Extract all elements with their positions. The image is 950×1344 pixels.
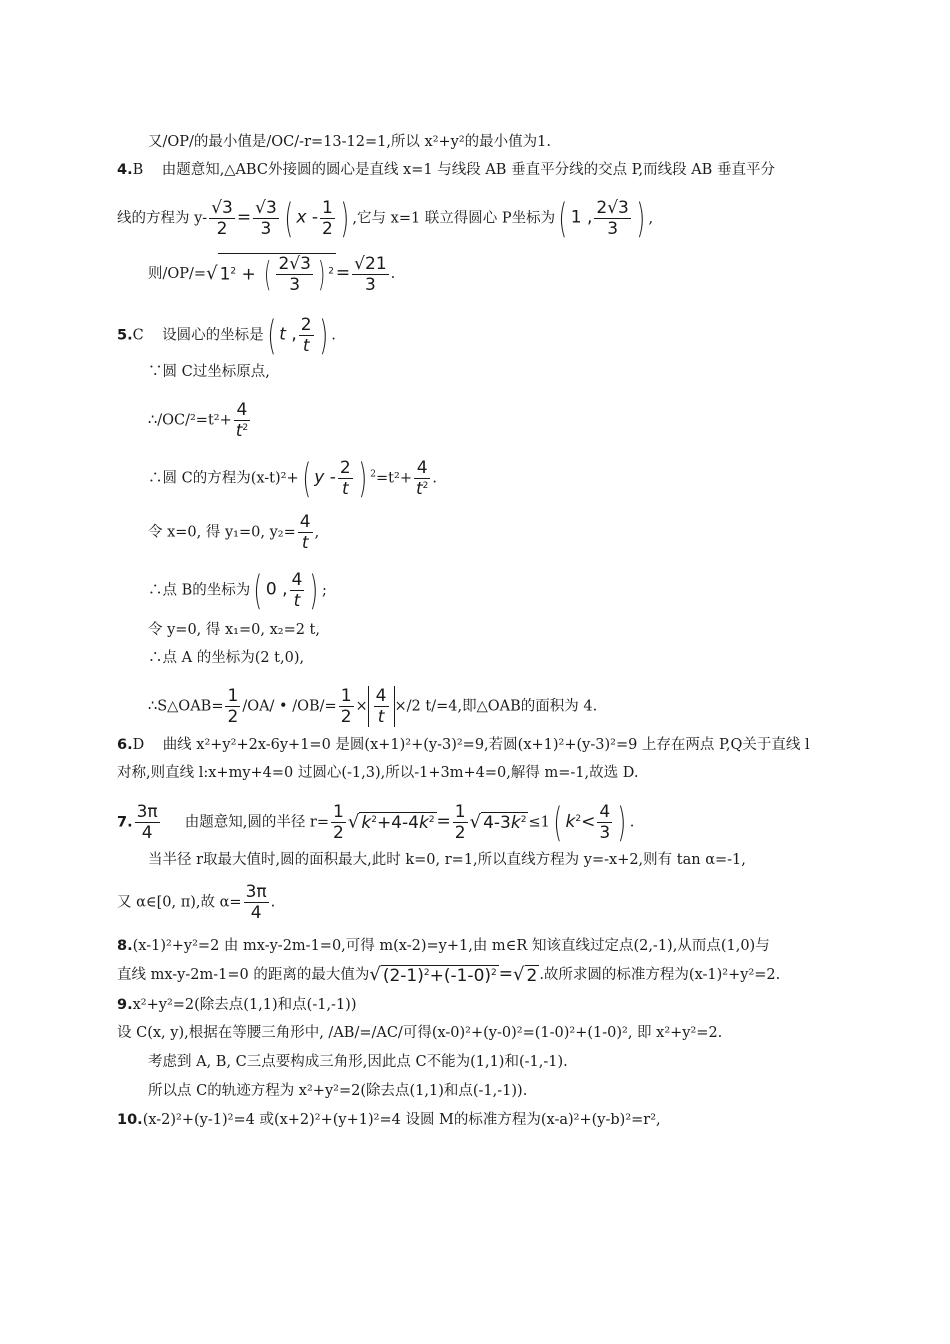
problem-10-line-1	[117, 1110, 661, 1130]
problem-text: 设圆心的坐标是	[162, 327, 264, 344]
problem-5-line-5: 令 x=0, 得 y₁=0, y₂= $\frac{4}{t}$ ,	[148, 512, 320, 553]
text-segment: 线的方程为 y-	[117, 210, 208, 227]
problem-5-line-2: ∵圆 C过坐标原点,	[148, 364, 270, 380]
text-segment: 令 x=0, 得 y₁=0, y₂=	[148, 524, 296, 541]
text-segment: 直线 mx-y-2m-1=0 的距离的最大值为	[117, 967, 370, 983]
answer-fraction: $\frac{3\pi}{4}$	[136, 802, 158, 843]
problem-5-line-8: ∴点 A 的坐标为(2 t,0),	[148, 650, 305, 666]
problem-text: 曲线 x²+y²+2x-6y+1=0 是圆(x+1)²+(y-3)²=9,若圆(x+1)²+(y-3)²=9 上存在两点 P,Q关于直线 l	[162, 737, 810, 753]
problem-number: 8.	[117, 938, 133, 954]
solution-line-1: 又/OP/的最小值是/OC/-r=13-12=1,所以 x²+y²的最小值为1.	[148, 134, 552, 150]
problem-9-line-3: 考虑到 A, B, C三点要构成三角形,因此点 C不能为(1,1)和(-1,-1).	[148, 1054, 568, 1070]
problem-7-line-3: 又 α∈[0, π),故 α= $\frac{3\pi}{4}$ .	[117, 882, 276, 923]
text-segment: ∴/OC/²=t²+	[148, 412, 232, 429]
fraction: $\frac{√21}{3}$	[354, 253, 387, 295]
text-segment: 又 α∈[0, π),故 α=	[117, 894, 242, 911]
text-segment: ∴S△OAB=	[148, 698, 224, 715]
problem-6-line-1	[117, 735, 810, 755]
answer-choice: B	[132, 162, 144, 178]
problem-8-line-1	[117, 936, 770, 956]
problem-text: 由题意知,圆的半径 r=	[184, 814, 330, 831]
text-segment: ∴点 B的坐标为	[148, 582, 251, 599]
fraction: $\frac{2√3}{3}$	[596, 198, 629, 239]
problem-4-header	[117, 160, 775, 180]
problem-text: x²+y²=2(除去点(1,1)和点(-1,-1))	[132, 997, 357, 1013]
problem-5-line-6: ∴点 B的坐标为( 0 , $\frac{4}{t}$ ) ;	[148, 567, 327, 614]
fraction: $\frac{√3}{3}$	[255, 198, 277, 239]
text-segment: .故所求圆的标准方程为(x-1)²+y²=2.	[539, 967, 781, 983]
problem-number: 6.	[117, 737, 133, 753]
problem-number: 4.	[117, 162, 133, 178]
problem-5-line-4: ∴圆 C的方程为(x-t)²+( y - $\frac{2}{t}$ ) $^2$=t²+ $\frac{4}{t^2}$ .	[148, 455, 437, 502]
problem-number: 9.	[117, 997, 133, 1013]
text-segment: ∴圆 C的方程为(x-t)²+	[148, 470, 299, 487]
sqrt-expression: $1^2$ + ( $\frac{2√3}{3}$ ) $^2$	[219, 254, 334, 295]
absolute-value: $\frac{4}{t}$	[368, 686, 395, 727]
problem-text: (x-1)²+y²=2 由 mx-y-2m-1=0,可得 m(x-2)=y+1,由 m∈R 知该直线过定点(2,-1),从而点(1,0)与	[132, 938, 770, 954]
problem-5-line-9: ∴S△OAB= $\frac{1}{2}$ /OA/ • /OB/= $\frac{1}{2}$ × $\frac{4}{t}$ ×/2 t/=4,即△OAB的面积为 4.	[148, 686, 598, 727]
problem-9-line-1	[117, 995, 357, 1015]
problem-9-line-2: 设 C(x, y),根据在等腰三角形中, /AB/=/AC/可得(x-0)²+(y-0)²=(1-0)²+(1-0)², 即 x²+y²=2.	[117, 1025, 723, 1041]
problem-4-line-2: 线的方程为 y- $\frac{√3}{2}$ = $\frac{√3}{3}$ ( x - $\frac{1}{2}$ ) ,它与 x=1 联立得圆心 P坐标为( 1 , $\frac{2√3}{3}$ ) ,	[117, 195, 654, 242]
answer-choice: D	[132, 737, 145, 753]
problem-number: 7.	[117, 814, 133, 831]
problem-number: 10.	[117, 1112, 143, 1128]
text-segment: /OA/ • /OB/=	[242, 698, 337, 715]
problem-4-line-3: 则/OP/=√ $1^2$ + ( $\frac{2√3}{3}$ ) $^2$ = $\frac{√21}{3}$ .	[148, 253, 396, 295]
text-segment: ,它与 x=1 联立得圆心 P坐标为	[352, 210, 556, 227]
problem-6-line-2: 对称,则直线 l:x+my+4=0 过圆心(-1,3),所以-1+3m+4=0,解得 m=-1,故选 D.	[117, 765, 639, 781]
fraction: $\frac{√3}{2}$	[211, 198, 233, 239]
fraction: $\frac{1}{2}$	[321, 198, 333, 239]
text-segment: 则/OP/=	[148, 266, 207, 282]
problem-5-line-7: 令 y=0, 得 x₁=0, x₂=2 t,	[148, 622, 320, 638]
problem-text: 由题意知,△ABC外接圆的圆心是直线 x=1 与线段 AB 垂直平分线的交点 P,而线段 AB 垂直平分	[161, 162, 775, 178]
problem-5-line-3: ∴/OC/²=t²+ $\frac{4}{t^2}$	[148, 400, 249, 441]
answer-choice: C	[132, 327, 144, 344]
problem-8-line-2: 直线 mx-y-2m-1=0 的距离的最大值为√ $(2-1)^2+(-1-0)^2$ =√ 2 .故所求圆的标准方程为(x-1)²+y²=2.	[117, 964, 781, 986]
text-segment: ×/2 t/=4,即△OAB的面积为 4.	[394, 698, 598, 715]
problem-text: (x-2)²+(y-1)²=4 或(x+2)²+(y+1)²=4 设圆 M的标准方程为(x-a)²+(y-b)²=r²,	[142, 1112, 661, 1128]
problem-9-line-4: 所以点 C的轨迹方程为 x²+y²=2(除去点(1,1)和点(-1,-1)).	[148, 1083, 528, 1099]
problem-5-header: 5.C 设圆心的坐标是( t , $\frac{2}{t}$ ) .	[117, 312, 336, 359]
problem-7-line-1: 7. $\frac{3\pi}{4}$ 由题意知,圆的半径 r= $\frac{1}{2}$ √ $k^2+4-4k^2$ = $\frac{1}{2}$ √ $4-3k^2 \le 1$( $k^2<$ $\frac{4}{3}$ ) .	[117, 799, 635, 846]
problem-number: 5.	[117, 327, 133, 344]
problem-7-line-2: 当半径 r取最大值时,圆的面积最大,此时 k=0, r=1,所以直线方程为 y=-x+2,则有 tan α=-1,	[148, 852, 746, 868]
